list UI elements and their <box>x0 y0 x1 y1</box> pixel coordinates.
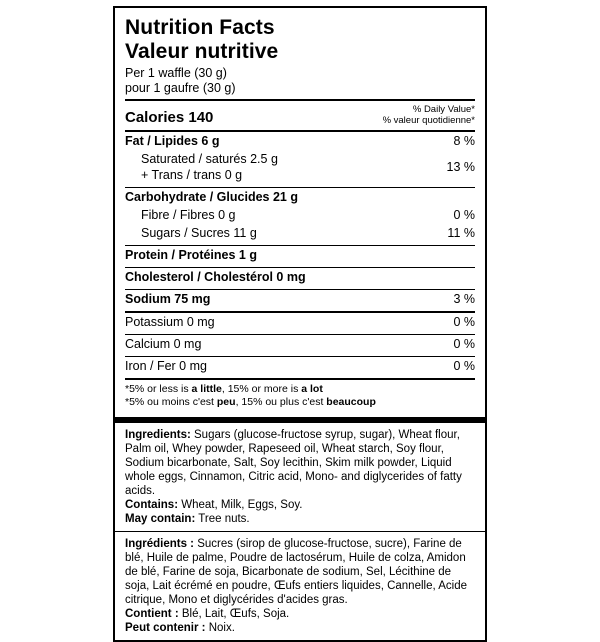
contains-french-body: Blé, Lait, Œufs, Soja. <box>178 608 290 620</box>
nutrient-label-sugars: Sugars / Sucres 11 g <box>141 226 257 240</box>
footnote-english-prefix: *5% or less is <box>125 383 192 395</box>
nutrient-row-sugars <box>125 224 475 242</box>
nutrient-row-calcium <box>125 335 475 353</box>
ingredients-english-heading: Ingredients: <box>125 429 191 441</box>
nutrient-label-calcium: Calcium 0 mg <box>125 337 202 351</box>
may-contain-english-text <box>125 512 475 526</box>
nutrient-value-fibre: 0 % <box>453 208 475 222</box>
nutrient-label-trans: + Trans / trans 0 g <box>141 168 243 182</box>
footnote-english <box>125 383 475 396</box>
nutrient-label-iron: Iron / Fer 0 mg <box>125 359 207 373</box>
may-contain-french-body: Noix. <box>205 622 235 634</box>
saturated-trans-labels <box>125 151 278 183</box>
nutrient-value-fat: 8 % <box>453 134 475 148</box>
nutrition-facts-section <box>115 8 485 417</box>
nutrient-value-calcium: 0 % <box>453 337 475 351</box>
nutrition-facts-panel <box>113 6 487 642</box>
contains-english-text <box>125 498 475 512</box>
nutrient-value-iron: 0 % <box>453 359 475 373</box>
daily-value-header-english: % Daily Value* <box>412 104 475 115</box>
ingredients-english-body: Sugars (glucose-fructose syrup, sugar), Wheat flour, Palm oil, Whey powder, Rapeseed oil, Wheat starch, Soy flour, Sodium bicarbonate, Salt, Soy lecithin, Skim milk powder, Liquid whole eggs, Cinnamon, Citric acid, Mono- and diglycerides of fatty acids. <box>125 429 462 497</box>
nutrient-value-potassium: 0 % <box>453 315 475 329</box>
ingredients-english-text <box>125 428 475 498</box>
nutrient-row-sodium <box>125 290 475 308</box>
serving-size-french: pour 1 gaufre (30 g) <box>125 81 236 95</box>
nutrient-label-protein: Protein / Protéines 1 g <box>125 248 257 262</box>
may-contain-english-heading: May contain: <box>125 513 196 525</box>
footnote-block <box>125 380 475 411</box>
contains-french-text <box>125 607 475 621</box>
nutrient-row-fibre <box>125 206 475 224</box>
nutrient-row-cholesterol <box>125 268 475 286</box>
nutrient-label-saturated: Saturated / saturés 2.5 g <box>141 152 278 166</box>
daily-value-header <box>383 104 475 127</box>
may-contain-french-text <box>125 621 475 635</box>
footnote-english-mid: , 15% or more is <box>221 383 302 395</box>
footnote-english-lot: a lot <box>301 383 323 395</box>
nutrient-value-saturated-trans: 13 % <box>446 160 475 174</box>
ingredients-english-block <box>115 423 485 531</box>
title-english: Nutrition Facts <box>125 16 275 39</box>
contains-english-heading: Contains: <box>125 499 179 511</box>
calories-value: Calories 140 <box>125 109 214 126</box>
footnote-french <box>125 396 475 409</box>
ingredients-french-body: Sucres (sirop de glucose-fructose, sucre), Farine de blé, Huile de palme, Poudre de lactosérum, Huile de colza, Amidon de blé, Farine de soja, Bicarbonate de sodium, Sel, Lécithine de soja, Lait écrémé en poudre, Œufs entiers liquides, Cannelle, Acide citrique, Mono et diglycérides d'acides gras. <box>125 538 468 606</box>
nutrient-row-potassium <box>125 313 475 331</box>
nutrient-row-fat <box>125 132 475 150</box>
contains-english-body: Wheat, Milk, Eggs, Soy. <box>178 499 303 511</box>
nutrient-row-protein <box>125 246 475 264</box>
title-french: Valeur nutritive <box>125 40 279 63</box>
footnote-english-little: a little <box>191 383 222 395</box>
nutrient-label-potassium: Potassium 0 mg <box>125 315 215 329</box>
footnote-french-mid: , 15% ou plus c'est <box>235 396 327 408</box>
contains-french-heading: Contient : <box>125 608 179 620</box>
nutrient-label-fat: Fat / Lipides 6 g <box>125 134 220 148</box>
nutrient-label-fibre: Fibre / Fibres 0 g <box>141 208 236 222</box>
may-contain-english-body: Tree nuts. <box>195 513 250 525</box>
nutrient-value-sugars: 11 % <box>447 226 475 240</box>
nutrient-label-sodium: Sodium 75 mg <box>125 292 211 306</box>
nutrient-value-sodium: 3 % <box>453 292 475 306</box>
ingredients-french-block <box>115 532 485 640</box>
footnote-french-peu: peu <box>216 396 236 408</box>
calories-row <box>125 101 475 127</box>
nutrient-label-cholesterol: Cholesterol / Cholestérol 0 mg <box>125 270 306 284</box>
nutrient-row-iron <box>125 357 475 375</box>
may-contain-french-heading: Peut contenir : <box>125 622 206 634</box>
nutrient-label-carbohydrate: Carbohydrate / Glucides 21 g <box>125 190 298 204</box>
serving-size-english: Per 1 waffle (30 g) <box>125 66 227 80</box>
footnote-french-beaucoup: beaucoup <box>326 396 376 408</box>
daily-value-header-french: % valeur quotidienne* <box>382 115 475 126</box>
nutrient-group-saturated-trans <box>125 150 475 184</box>
ingredients-french-heading: Ingrédients : <box>125 538 195 550</box>
nutrient-row-carbohydrate <box>125 188 475 206</box>
ingredients-french-text <box>125 537 475 607</box>
footnote-french-prefix: *5% ou moins c'est <box>125 396 217 408</box>
